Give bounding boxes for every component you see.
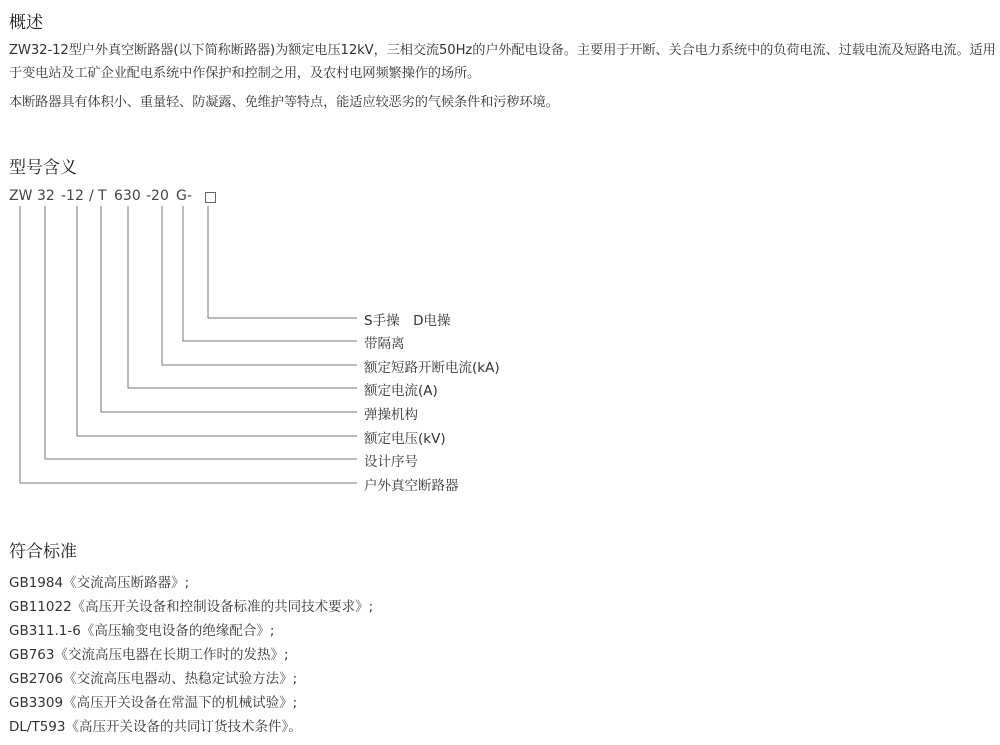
label-operation: S手操 D电操 <box>364 313 451 329</box>
code-12: -12 <box>61 188 84 204</box>
overview-paragraph-2: 本断路器具有体积小、重量轻、防凝露、免维护等特点，能适应较恶劣的气候条件和污秽环境。 <box>9 95 559 110</box>
code-20: -20 <box>146 188 169 204</box>
label-rated-voltage: 额定电压(kV) <box>364 431 446 447</box>
standard-item: GB2706《交流高压电器动、热稳定试验方法》; <box>9 671 298 687</box>
standard-item: GB1984《交流高压断路器》; <box>9 575 190 591</box>
label-isolation: 带隔离 <box>364 336 405 352</box>
standard-item: GB11022《高压开关设备和控制设备标准的共同技术要求》; <box>9 599 374 615</box>
standard-item: GB763《交流高压电器在长期工作时的发热》; <box>9 647 289 663</box>
code-g: G- <box>176 188 192 204</box>
label-outdoor-vacuum-breaker: 户外真空断路器 <box>364 478 459 494</box>
code-32: 32 <box>37 188 55 204</box>
model-heading: 型号含义 <box>9 158 77 178</box>
overview-heading: 概述 <box>9 13 43 33</box>
label-rated-current: 额定电流(A) <box>364 383 438 399</box>
code-630: 630 <box>114 188 141 204</box>
leader-lines <box>0 186 600 496</box>
standards-heading: 符合标准 <box>9 542 77 562</box>
code-zw: ZW <box>9 188 33 204</box>
overview-paragraph-1: ZW32-12型户外真空断路器(以下简称断路器)为额定电压12kV，三相交流50Hz的户外配电设备。主要用于开断、关合电力系统中的负荷电流、过载电流及短路电流。适用于变电站及工矿企业配电系统中作保护和控制之用，及农村电网频繁操作的场所。 <box>9 43 996 81</box>
standard-item: GB311.1-6《高压输变电设备的绝缘配合》; <box>9 623 275 639</box>
label-short-circuit-current: 额定短路开断电流(kA) <box>364 360 500 376</box>
label-spring-mechanism: 弹操机构 <box>364 407 418 423</box>
model-designation-diagram <box>0 186 600 496</box>
standard-item: DL/T593《高压开关设备的共同订货技术条件》。 <box>9 719 302 735</box>
label-design-number: 设计序号 <box>364 454 418 470</box>
code-t: T <box>98 188 107 204</box>
code-slash: / <box>89 188 94 204</box>
standard-item: GB3309《高压开关设备在常温下的机械试验》; <box>9 695 298 711</box>
